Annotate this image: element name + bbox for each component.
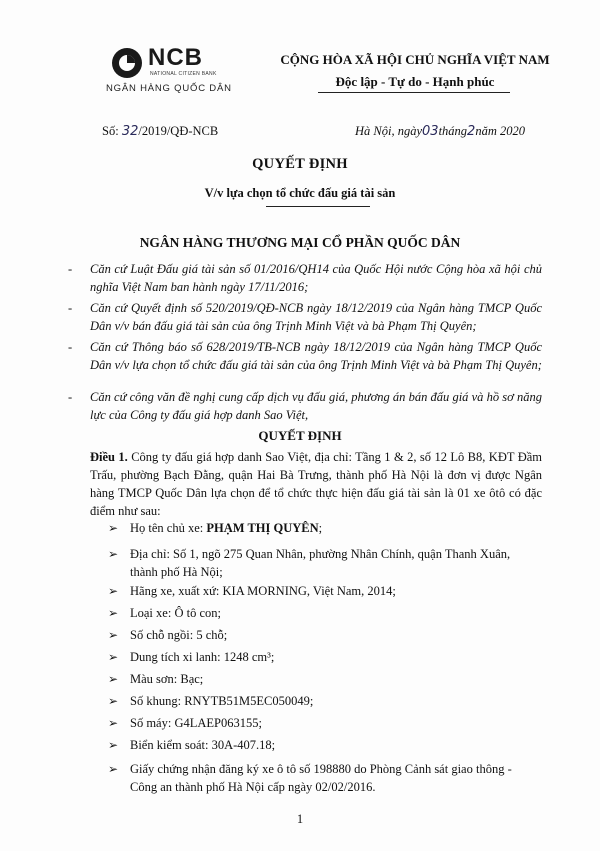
ncb-logo [96, 44, 246, 104]
issuer-heading: NGÂN HÀNG THƯƠNG MẠI CỔ PHẦN QUỐC DÂN [139, 235, 461, 250]
place-date [355, 124, 525, 139]
dash-bullet-icon: - [68, 390, 73, 404]
basis-text: Căn cứ Quyết định số 520/2019/QĐ-NCB ngày 18/12/2019 của Ngân hàng TMCP Quốc Dân v/v bán đấu giá tài sản của ông Trịnh Minh Việt và bà Phạm Thị Quyên; [90, 301, 542, 333]
nation-heading: CỘNG HÒA XÃ HỘI CHỦ NGHĨA VIỆT NAM [280, 52, 550, 67]
arrow-bullet-icon: ➢ [108, 521, 119, 535]
item-value: 1248 cm³; [223, 650, 275, 664]
arrow-bullet-icon: ➢ [108, 716, 119, 730]
item-label: Loại xe: [130, 606, 175, 620]
list-item [108, 714, 538, 732]
item-label: Màu sơn: [130, 672, 181, 686]
item-label: Biển kiểm soát: [130, 738, 212, 752]
arrow-bullet-icon: ➢ [108, 762, 119, 776]
logo-vietnamese-name: NGÂN HÀNG QUỐC DÂN [106, 83, 232, 94]
list-item [108, 626, 538, 644]
subject-underline [266, 206, 370, 207]
page-number: 1 [296, 812, 304, 826]
arrow-bullet-icon: ➢ [108, 628, 119, 642]
item-value: 30A-407.18; [211, 738, 276, 752]
logo-brand: NCB [148, 44, 203, 71]
item-label: Họ tên chủ xe: [130, 521, 207, 535]
item-value: G4LAEP063155; [174, 716, 262, 730]
arrow-bullet-icon: ➢ [108, 738, 119, 752]
list-item [108, 692, 538, 710]
item-label: Dung tích xi lanh: [130, 650, 224, 664]
item-value: Số 1, ngõ 275 Quan Nhân, phường Nhân Chính, quận Thanh Xuân, thành phố Hà Nội; [130, 547, 511, 579]
dash-bullet-icon: - [68, 262, 73, 276]
item-value: Ô tô con; [174, 606, 221, 620]
list-item [108, 545, 538, 581]
number-prefix: Số: [102, 124, 119, 138]
dash-bullet-icon: - [68, 301, 73, 315]
item-label: Số máy: [130, 716, 175, 730]
month-prefix: tháng [438, 124, 468, 138]
list-item [108, 582, 538, 600]
basis-text: Căn cứ Luật Đấu giá tài sản số 01/2016/QH14 của Quốc Hội nước Cộng hòa xã hội chủ nghĩa Việt Nam ban hành ngày 17/11/2016; [90, 262, 542, 294]
dash-bullet-icon: - [68, 340, 73, 354]
document-number [102, 124, 218, 139]
basis-item [68, 299, 542, 335]
arrow-bullet-icon: ➢ [108, 606, 119, 620]
arrow-bullet-icon: ➢ [108, 584, 119, 598]
item-value: Giấy chứng nhận đăng ký xe ô tô số 198880 do Phòng Cảnh sát giao thông - Công an thành phố Hà Nội cấp ngày 02/02/2016. [130, 762, 512, 794]
ncb-logo-icon [110, 46, 144, 80]
list-item [108, 519, 538, 537]
basis-text: Căn cứ công văn đề nghị cung cấp dịch vụ đấu giá, phương án bán đấu giá và hồ sơ năng lực của Công ty đấu giá hợp danh Sao Việt, [90, 390, 542, 422]
item-value: Bạc; [180, 672, 204, 686]
item-value: 5 chỗ; [196, 628, 228, 642]
article-lead: Điều 1. [90, 450, 128, 464]
arrow-bullet-icon: ➢ [108, 672, 119, 686]
basis-text: Căn cứ Thông báo số 628/2019/TB-NCB ngày 18/12/2019 của Ngân hàng TMCP Quốc Dân v/v lựa chọn tổ chức đấu giá tài sản của ông Trịnh Minh Việt và bà Phạm Thị Quyên; [90, 340, 542, 372]
arrow-bullet-icon: ➢ [108, 650, 119, 664]
handwritten-month: 2 [467, 124, 476, 139]
list-item [108, 736, 538, 754]
item-label: Số khung: [130, 694, 185, 708]
handwritten-number: 32 [121, 124, 139, 139]
item-label: Hãng xe, xuất xứ: [130, 584, 223, 598]
national-motto: Độc lập - Tự do - Hạnh phúc [335, 74, 495, 89]
item-value: RNYTB51M5EC050049; [184, 694, 314, 708]
list-item [108, 604, 538, 622]
item-label: Địa chỉ: [130, 547, 174, 561]
document-title: QUYẾT ĐỊNH [252, 156, 348, 172]
item-label: Số chỗ ngồi: [130, 628, 197, 642]
year-text: năm 2020 [475, 124, 525, 138]
arrow-bullet-icon: ➢ [108, 694, 119, 708]
arrow-bullet-icon: ➢ [108, 547, 119, 561]
basis-item [68, 388, 542, 424]
motto-underline [318, 92, 510, 93]
handwritten-day: 03 [422, 124, 439, 139]
logo-subtitle: NATIONAL CITIZEN BANK [150, 71, 217, 77]
basis-item [68, 338, 542, 374]
list-item [108, 670, 538, 688]
article-1 [90, 448, 542, 520]
decision-heading: QUYẾT ĐỊNH [258, 428, 342, 443]
item-suffix: ; [318, 521, 323, 535]
item-value: KIA MORNING, Việt Nam, 2014; [222, 584, 396, 598]
list-item [108, 760, 538, 796]
document-subject: V/v lựa chọn tổ chức đấu giá tài sản [204, 186, 396, 200]
place-prefix: Hà Nội, ngày [355, 124, 423, 138]
item-value: PHẠM THỊ QUYÊN [206, 521, 319, 535]
article-text: Công ty đấu giá hợp danh Sao Việt, địa chỉ: Tầng 1 & 2, số 12 Lô B8, KĐT Đầm Trấu, phường Bạch Đằng, quận Hai Bà Trưng, thành phố Hà Nội là đơn vị được Ngân hàng TMCP Quốc Dân lựa chọn để tổ chức thực hiện đấu giá tài sản là 01 xe ôtô có đặc điểm như sau: [90, 450, 542, 518]
basis-item [68, 260, 542, 296]
list-item [108, 648, 538, 666]
number-suffix: /2019/QĐ-NCB [138, 124, 219, 138]
